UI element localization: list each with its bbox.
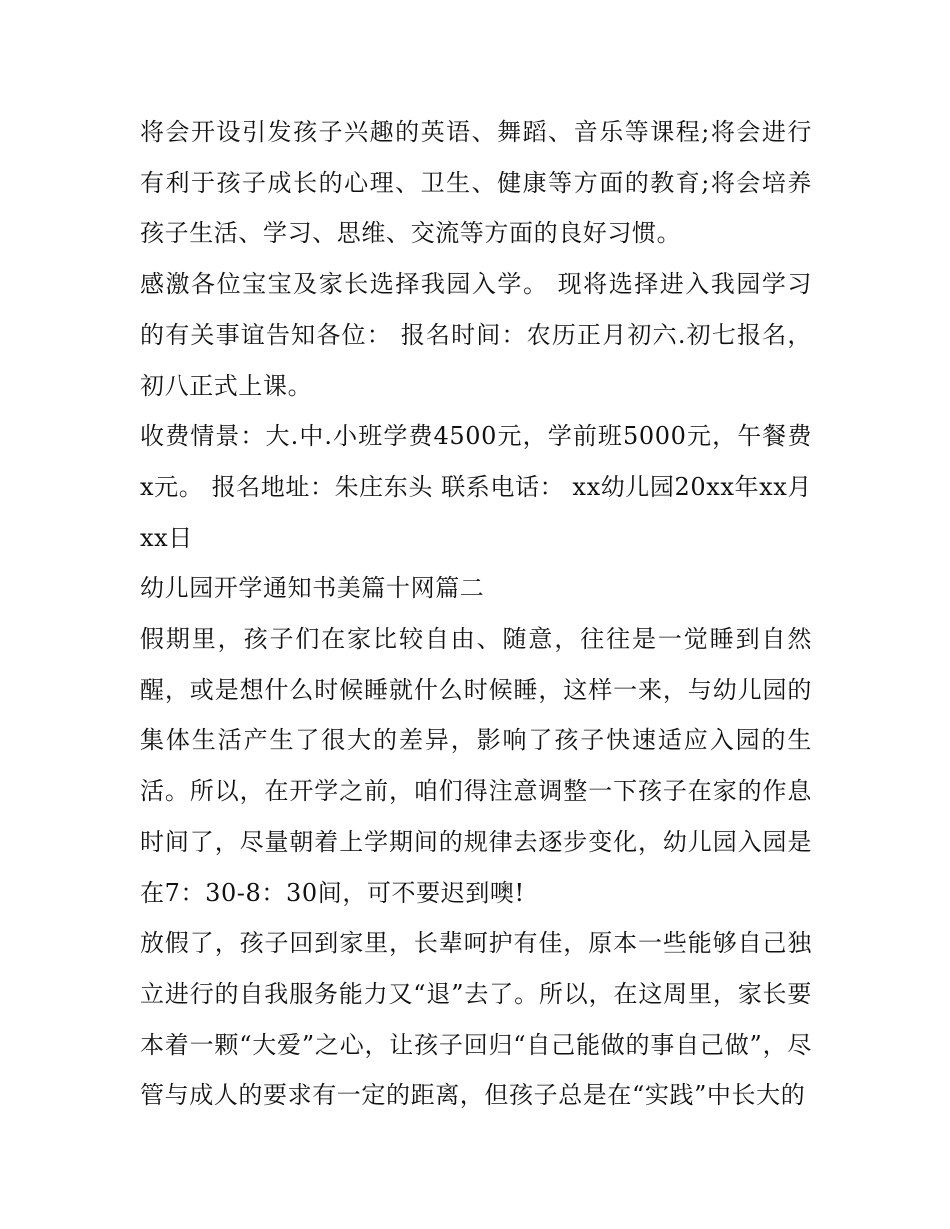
paragraph-self-care: 放假了，孩子回到家里，长辈呵护有佳，原本一些能够自己独立进行的自我服务能力又“退”去了。所以，在这周里，家长要本着一颗“大爱”之心，让孩子回归“自己能做的事自己做”，尽管与成人的要求有一定的距离，但孩子总是在“实践”中长大的 (140, 929, 812, 1110)
paragraph-enrollment-notice: 感激各位宝宝及家长选择我园入学。 现将选择进入我园学习的有关事谊告知各位： 报名时间：农历正月初六.初七报名，初八正式上课。 (140, 270, 812, 400)
paragraph-course-intro: 将会开设引发孩子兴趣的英语、舞蹈、音乐等课程;将会进行有利于孩子成长的心理、卫生、健康等方面的教育;将会培养孩子生活、学习、思维、交流等方面的良好习惯。 (140, 118, 812, 248)
paragraph-schedule-adjustment: 假期里，孩子们在家比较自由、随意，往往是一觉睡到自然醒，或是想什么时候睡就什么时候睡，这样一来，与幼儿园的集体生活产生了很大的差异，影响了孩子快速适应入园的生活。所以，在开学之前，咱们得注意调整一下孩子在家的作息时间了，尽量朝着上学期间的规律去逐步变化，幼儿园入园是在7：30-8：30间，可不要迟到噢! (140, 625, 812, 907)
section-heading: 幼儿园开学通知书美篇十网篇二 (140, 574, 485, 603)
paragraph-fees-contact: 收费情景：大.中.小班学费4500元，学前班5000元，午餐费x元。 报名地址：朱庄东头 联系电话： xx幼儿园20xx年xx月xx日 (140, 422, 812, 552)
document-body (140, 107, 812, 1121)
